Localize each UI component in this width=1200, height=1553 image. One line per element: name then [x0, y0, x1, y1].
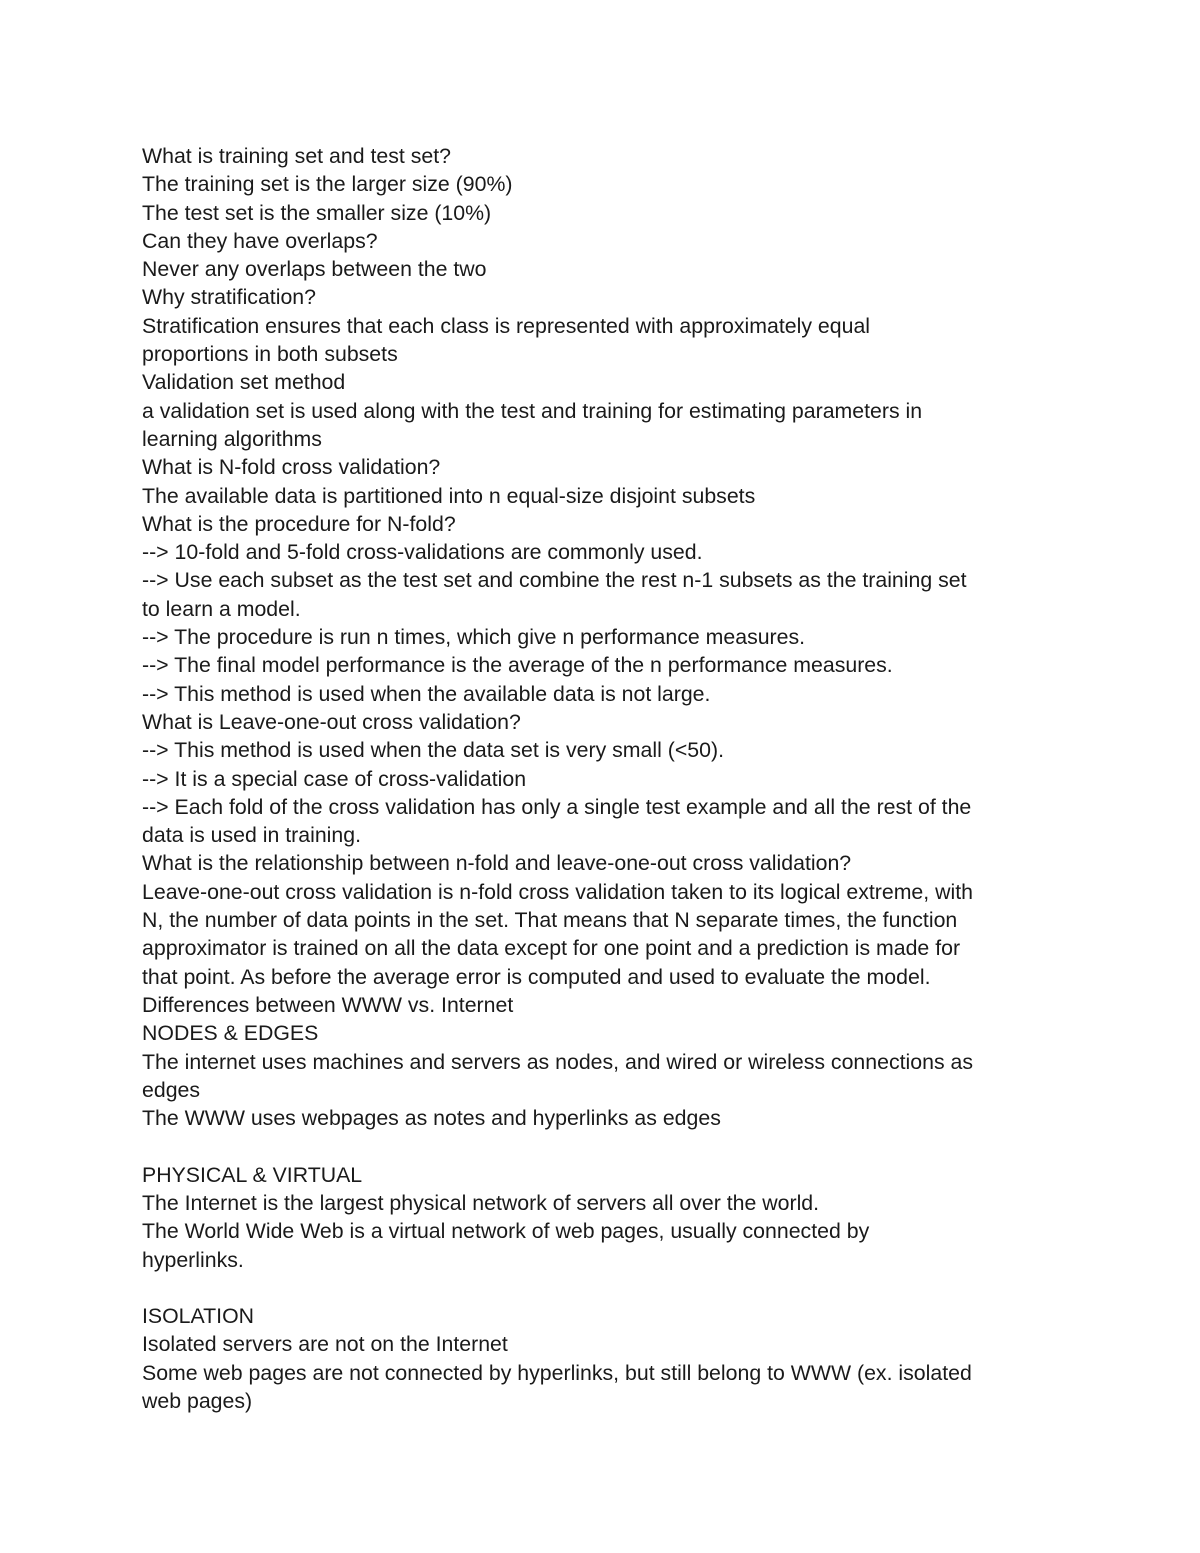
bullet-line: --> The procedure is run n times, which give n performance measures.: [142, 625, 806, 650]
section-heading-physical-virtual: PHYSICAL & VIRTUAL: [142, 1162, 363, 1187]
answer-line: The Internet is the largest physical network of servers all over the world.: [142, 1190, 820, 1215]
answer-line: The World Wide Web is a virtual network of web pages, usually connected by: [142, 1219, 870, 1244]
blank-line: [142, 1132, 1082, 1160]
answer-line: Some web pages are not connected by hyperlinks, but still belong to WWW (ex. isolated: [142, 1360, 972, 1385]
answer-line: a validation set is used along with the test and training for estimating parameters in: [142, 398, 923, 423]
answer-line: edges: [142, 1077, 201, 1102]
section-heading-nodes-edges: NODES & EDGES: [142, 1021, 319, 1046]
answer-line: Stratification ensures that each class is represented with approximately equal: [142, 313, 871, 338]
question-training-test-set: What is training set and test set?: [142, 144, 451, 168]
answer-line: Leave-one-out cross validation is n-fold cross validation taken to its logical extreme, with: [142, 879, 973, 904]
answer-line: Never any overlaps between the two: [142, 257, 487, 282]
answer-line: The test set is the smaller size (10%): [142, 200, 492, 225]
topic-www-vs-internet: Differences between WWW vs. Internet: [142, 992, 514, 1017]
answer-line: web pages): [142, 1389, 253, 1414]
question-n-fold: What is N-fold cross validation?: [142, 455, 441, 480]
answer-line: The training set is the larger size (90%): [142, 172, 513, 197]
answer-line: N, the number of data points in the set. That means that N separate times, the function: [142, 908, 958, 933]
question-overlaps: Can they have overlaps?: [142, 228, 378, 253]
question-stratification: Why stratification?: [142, 285, 316, 310]
answer-line: proportions in both subsets: [142, 342, 398, 367]
bullet-line: --> This method is used when the available data is not large.: [142, 681, 711, 706]
question-n-fold-procedure: What is the procedure for N-fold?: [142, 511, 456, 536]
answer-line: approximator is trained on all the data except for one point and a prediction is made for: [142, 936, 961, 961]
bullet-line: to learn a model.: [142, 596, 301, 621]
document-page: [142, 142, 1082, 1415]
answer-line: Isolated servers are not on the Internet: [142, 1332, 508, 1357]
section-heading-isolation: ISOLATION: [142, 1304, 255, 1329]
topic-validation-set: Validation set method: [142, 370, 346, 395]
bullet-line: data is used in training.: [142, 823, 362, 848]
answer-line: hyperlinks.: [142, 1247, 244, 1272]
answer-line: learning algorithms: [142, 426, 322, 451]
bullet-line: --> The final model performance is the average of the n performance measures.: [142, 653, 893, 678]
bullet-line: --> 10-fold and 5-fold cross-validations are commonly used.: [142, 540, 703, 565]
answer-line: The internet uses machines and servers as nodes, and wired or wireless connections as: [142, 1049, 974, 1074]
bullet-line: --> Use each subset as the test set and combine the rest n-1 subsets as the training set: [142, 568, 967, 593]
answer-line: The WWW uses webpages as notes and hyperlinks as edges: [142, 1106, 721, 1131]
blank-line: [142, 1274, 1082, 1302]
bullet-line: --> Each fold of the cross validation has only a single test example and all the rest of the: [142, 794, 972, 819]
question-relationship: What is the relationship between n-fold and leave-one-out cross validation?: [142, 851, 852, 876]
bullet-line: --> It is a special case of cross-validation: [142, 766, 527, 791]
answer-line: The available data is partitioned into n equal-size disjoint subsets: [142, 483, 756, 508]
answer-line: that point. As before the average error is computed and used to evaluate the model.: [142, 964, 931, 989]
question-leave-one-out: What is Leave-one-out cross validation?: [142, 709, 521, 734]
bullet-line: --> This method is used when the data set is very small (<50).: [142, 738, 724, 763]
